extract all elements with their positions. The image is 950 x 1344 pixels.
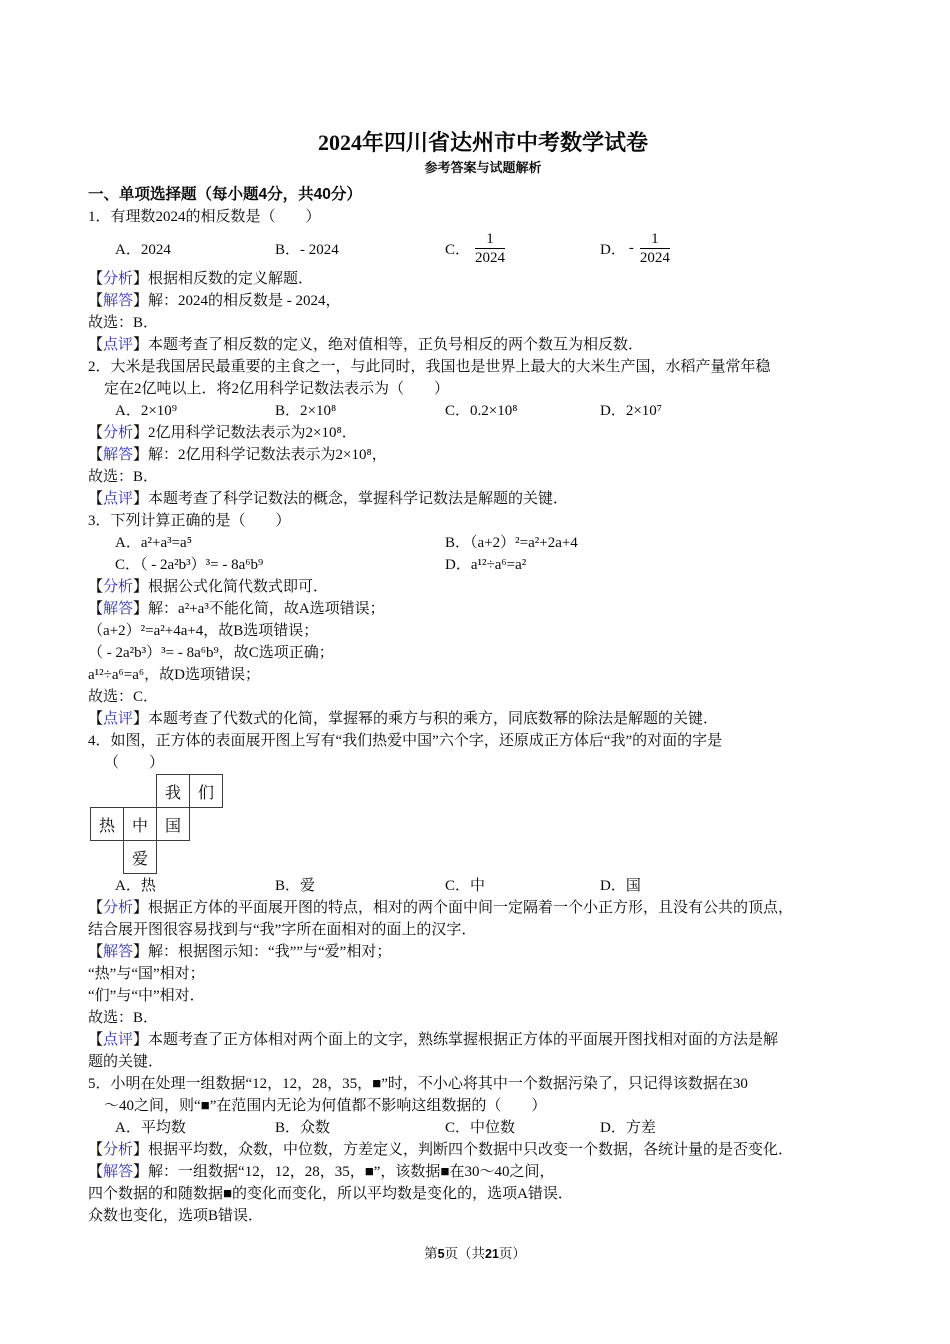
answer-label: 解答	[103, 447, 134, 463]
bracket-open: 【	[88, 447, 104, 463]
q2-comment-text: 本题考查了科学记数法的概念，掌握科学记数法是解题的关键．	[148, 491, 569, 507]
comment-label: 点评	[103, 1032, 134, 1048]
q1-comment-text: 本题考查了相反数的定义，绝对值相等，正负号相反的两个数互为相反数．	[148, 337, 644, 353]
q3-comment-text: 本题考查了代数式的化简，掌握幂的乘方与积的乘方，同底数幂的除法是解题的关键．	[148, 711, 719, 727]
q3-options-row-ab	[88, 532, 878, 554]
fraction	[475, 230, 505, 267]
q2-analysis	[88, 422, 878, 444]
q1-analysis-text: 根据相反数的定义解题．	[148, 271, 314, 287]
bracket-close: 】	[133, 601, 149, 617]
net-cell-wo: 我	[156, 774, 190, 808]
section-heading: 一、单项选择题（每小题4分，共40分）	[88, 186, 362, 203]
footer-middle: 页（共	[444, 1246, 486, 1261]
q2-answer-text: 解：2亿用科学记数法表示为2×10⁸，	[148, 447, 387, 463]
q1-option-c-label: C．	[445, 241, 471, 258]
bracket-close: 】	[133, 900, 149, 916]
q4-answer-line3: “们”与“中”相对．	[88, 988, 205, 1004]
comment-label: 点评	[103, 337, 134, 353]
q4-comment-line2: 题的关键．	[88, 1054, 164, 1070]
q1-answer	[88, 290, 878, 312]
q1-option-a: A．2024	[115, 241, 171, 258]
q5-option-d: D．方差	[600, 1120, 656, 1136]
q2-option-d: D．2×10⁷	[600, 403, 663, 419]
answer-label: 解答	[103, 601, 134, 617]
q2-options-row	[88, 400, 878, 422]
q4-option-d: D．国	[600, 878, 641, 894]
q1-options-row	[88, 228, 878, 268]
q2-comment	[88, 488, 878, 510]
comment-label: 点评	[103, 711, 134, 727]
bracket-open: 【	[88, 491, 104, 507]
q3-analysis	[88, 576, 878, 598]
q4-answer-text-1: 解：根据图示知：“我””与“爱”相对；	[148, 944, 392, 960]
q3-option-b: B．（a+2）²=a²+2a+4	[445, 535, 578, 551]
bracket-close: 】	[133, 1142, 149, 1158]
q4-analysis-line2: 结合展开图很容易找到与“我”字所在面相对的面上的汉字．	[88, 922, 477, 938]
q1-option-b: B．- 2024	[275, 241, 339, 258]
q4-option-a: A．热	[115, 878, 156, 894]
net-cell-ai: 爱	[123, 840, 157, 874]
bracket-open: 【	[88, 425, 104, 441]
page-content	[88, 0, 878, 1227]
q1-stem: 1．有理数2024的相反数是（ ）	[88, 209, 321, 225]
q4-option-c: C．中	[445, 878, 486, 894]
analysis-label: 分析	[103, 1142, 134, 1158]
bracket-close: 】	[133, 491, 149, 507]
footer-page-number: 5	[437, 1247, 445, 1261]
net-cell-re: 热	[90, 807, 124, 841]
q3-answer-line2: （a+2）²=a²+4a+4，故B选项错误；	[88, 623, 319, 639]
page-title: 2024年四川省达州市中考数学试卷	[317, 130, 648, 155]
q3-option-d: D．a¹²÷a⁶=a²	[445, 557, 527, 573]
q4-answer-line1	[88, 941, 878, 963]
bracket-close: 】	[133, 337, 149, 353]
q5-option-c: C．中位数	[445, 1120, 516, 1136]
bracket-close: 】	[133, 579, 149, 595]
bracket-open: 【	[88, 293, 104, 309]
analysis-label: 分析	[103, 425, 134, 441]
q4-options-row	[88, 875, 878, 897]
bracket-open: 【	[88, 337, 104, 353]
q3-options-row-cd	[88, 554, 878, 576]
q1-option-d-label: D．	[600, 241, 626, 258]
q5-analysis-text: 根据平均数，众数，中位数，方差定义，判断四个数据中只改变一个数据，各统计量的是否变化．	[148, 1142, 794, 1158]
q1-choice: 故选：B．	[88, 315, 159, 331]
q1-comment	[88, 334, 878, 356]
bracket-open: 【	[88, 1032, 104, 1048]
q5-answer-line2: 四个数据的和随数据■的变化而变化，所以平均数是变化的，选项A错误．	[88, 1186, 573, 1202]
q4-comment-text-1: 本题考查了正方体相对两个面上的文字，熟练掌握根据正方体的平面展开图找相对面的方法是解	[148, 1032, 779, 1048]
q4-analysis-line1	[88, 897, 878, 919]
q4-option-b: B．爱	[275, 878, 316, 894]
answer-label: 解答	[103, 944, 134, 960]
q3-comment	[88, 708, 878, 730]
footer-suffix: 页）	[498, 1246, 526, 1261]
footer-total-pages: 21	[485, 1247, 499, 1261]
analysis-label: 分析	[103, 900, 134, 916]
q5-stem-line1: 5．小明在处理一组数据“12，12，28，35，■”时，不小心将其中一个数据污染了，只记得该数据在30	[88, 1076, 748, 1092]
bracket-open: 【	[88, 944, 104, 960]
bracket-close: 】	[133, 447, 149, 463]
q4-stem-line1: 4．如图，正方体的表面展开图上写有“我们热爱中国”六个字，还原成正方体后“我”的对面的字是	[88, 733, 723, 749]
bracket-open: 【	[88, 900, 104, 916]
net-cell-men: 们	[189, 774, 223, 808]
q5-answer-line1	[88, 1161, 878, 1183]
q2-option-b: B．2×10⁸	[275, 403, 337, 419]
bracket-open: 【	[88, 579, 104, 595]
q3-analysis-text: 根据公式化简代数式即可．	[148, 579, 329, 595]
q4-stem-line2: （ ）	[104, 755, 165, 771]
q2-stem-line1: 2．大米是我国居民最重要的主食之一，与此同时，我国也是世界上最大的大米生产国，水稻产量常年稳	[88, 359, 771, 375]
fraction-numerator: 1	[640, 230, 670, 249]
fraction-numerator: 1	[475, 230, 505, 249]
minus-sign: -	[628, 239, 634, 256]
q3-answer-line3: （ - 2a²b³）³= - 8a⁶b⁹，故C选项正确；	[88, 645, 334, 661]
fraction	[640, 230, 670, 267]
q2-analysis-text: 2亿用科学记数法表示为2×10⁸．	[148, 425, 357, 441]
answer-label: 解答	[103, 293, 134, 309]
q5-answer-line3: 众数也变化，选项B错误．	[88, 1208, 264, 1224]
q2-stem-line2: 定在2亿吨以上．将2亿用科学记数法表示为（ ）	[104, 381, 450, 397]
bracket-open: 【	[88, 601, 104, 617]
page-subtitle: 参考答案与试题解析	[424, 160, 542, 175]
bracket-close: 】	[133, 293, 149, 309]
q3-stem: 3．下列计算正确的是（ ）	[88, 513, 291, 529]
q3-option-a: A．a²+a³=a⁵	[115, 535, 192, 551]
bracket-close: 】	[133, 711, 149, 727]
footer-prefix: 第	[424, 1246, 438, 1261]
q3-answer-line4: a¹²÷a⁶=a⁶，故D选项错误；	[88, 667, 260, 683]
bracket-close: 】	[133, 1032, 149, 1048]
q1-answer-text: 解：2024的相反数是 - 2024，	[148, 293, 341, 309]
q3-answer-line1	[88, 598, 878, 620]
q5-answer-text-1: 解：一组数据“12，12，28，35，■”，该数据■在30～40之间，	[148, 1164, 555, 1180]
q1-option-c	[445, 230, 600, 267]
q3-answer-text-1: 解：a²+a³不能化简，故A选项错误；	[148, 601, 385, 617]
q2-option-c: C．0.2×10⁸	[445, 403, 518, 419]
q4-choice: 故选：B．	[88, 1010, 159, 1026]
q2-option-a: A．2×10⁹	[115, 403, 178, 419]
q5-options-row	[88, 1117, 878, 1139]
analysis-label: 分析	[103, 271, 134, 287]
net-cell-guo: 国	[156, 807, 190, 841]
cube-net-figure	[90, 774, 230, 875]
q5-option-a: A．平均数	[115, 1120, 186, 1136]
bracket-open: 【	[88, 1142, 104, 1158]
analysis-label: 分析	[103, 579, 134, 595]
bracket-close: 】	[133, 425, 149, 441]
q3-option-c: C．（ - 2a²b³）³= - 8a⁶b⁹	[115, 557, 264, 573]
fraction-denominator: 2024	[475, 249, 506, 266]
net-cell-zhong: 中	[123, 807, 157, 841]
q4-comment-line1	[88, 1029, 878, 1051]
q1-analysis	[88, 268, 878, 290]
q1-option-d	[600, 230, 670, 267]
page-footer	[0, 1244, 950, 1264]
fraction-denominator: 2024	[639, 249, 670, 266]
bracket-close: 】	[133, 1164, 149, 1180]
bracket-close: 】	[133, 271, 149, 287]
q2-choice: 故选：B．	[88, 469, 159, 485]
bracket-open: 【	[88, 711, 104, 727]
q2-answer	[88, 444, 878, 466]
bracket-close: 】	[133, 944, 149, 960]
bracket-open: 【	[88, 1164, 104, 1180]
answer-label: 解答	[103, 1164, 134, 1180]
q3-choice: 故选：C．	[88, 689, 159, 705]
comment-label: 点评	[103, 491, 134, 507]
q5-option-b: B．众数	[275, 1120, 331, 1136]
q5-stem-line2: ～40之间，则“■”在范围内无论为何值都不影响这组数据的（ ）	[104, 1098, 547, 1114]
bracket-open: 【	[88, 271, 104, 287]
q5-analysis	[88, 1139, 878, 1161]
q4-analysis-text-1: 根据正方体的平面展开图的特点，相对的两个面中间一定隔着一个小正方形，且没有公共的顶点，	[148, 900, 794, 916]
q4-answer-line2: “热”与“国”相对；	[88, 966, 205, 982]
